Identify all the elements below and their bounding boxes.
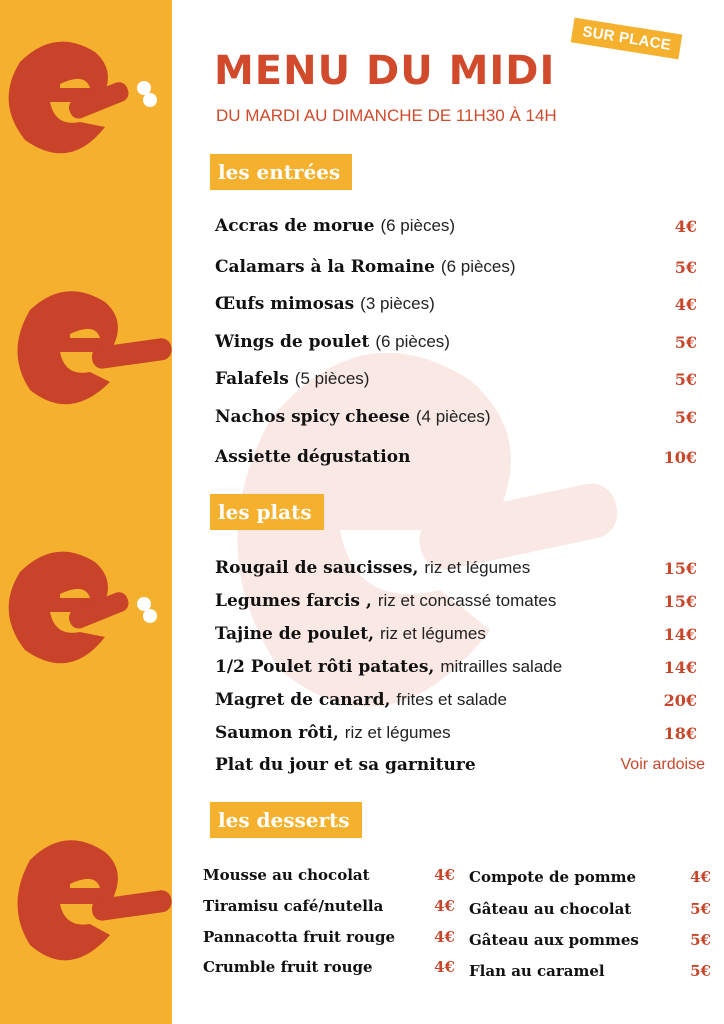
item-price: 20€ — [663, 690, 697, 710]
item-price: 14€ — [663, 657, 697, 677]
section-heading-entrees: les entrées — [210, 154, 352, 190]
menu-item — [215, 721, 697, 745]
menu-item — [215, 405, 697, 429]
dessert-item — [469, 898, 711, 920]
section-heading-desserts: les desserts — [210, 802, 362, 838]
item-detail: (5 pièces) — [294, 369, 370, 388]
dessert-item — [203, 864, 455, 886]
service-hours: DU MARDI AU DIMANCHE DE 11H30 À 14H — [216, 106, 557, 125]
item-detail: mitrailles salade — [440, 657, 563, 676]
item-price: 18€ — [663, 723, 697, 743]
item-name: Wings de poulet — [215, 332, 370, 352]
menu-item — [215, 556, 697, 580]
item-name: Plat du jour et sa garniture — [215, 755, 476, 775]
item-detail: riz et concassé tomates — [377, 591, 557, 610]
item-name: Rougail de saucisses, — [215, 558, 419, 578]
item-detail: (6 pièces) — [380, 216, 456, 235]
item-price: 5€ — [674, 407, 697, 427]
item-price: 4€ — [674, 216, 697, 236]
item-name: Magret de canard, — [215, 690, 391, 710]
item-detail: riz et légumes — [344, 723, 451, 742]
dessert-item — [469, 929, 711, 951]
dessert-name: Flan au caramel — [469, 962, 605, 980]
dessert-name: Tiramisu café/nutella — [203, 897, 384, 915]
menu-item — [215, 622, 697, 646]
dessert-item — [469, 866, 711, 888]
item-price: 5€ — [674, 369, 697, 389]
dessert-price: 4€ — [434, 928, 455, 946]
menu-item — [215, 214, 697, 238]
sidebar-band — [0, 0, 172, 1024]
menu-item — [215, 367, 697, 391]
dessert-price: 5€ — [690, 900, 711, 918]
logo-e-icon — [0, 272, 172, 422]
item-price: 15€ — [663, 591, 697, 611]
dessert-price: 4€ — [690, 868, 711, 886]
item-name: Accras de morue — [215, 216, 375, 236]
logo-e-icon — [0, 22, 165, 172]
item-price: 5€ — [674, 257, 697, 277]
item-detail: frites et salade — [396, 690, 507, 709]
item-price: 14€ — [663, 624, 697, 644]
section-heading-plats: les plats — [210, 494, 324, 530]
item-name: 1/2 Poulet rôti patates, — [215, 657, 435, 677]
item-name: Calamars à la Romaine — [215, 257, 435, 277]
dessert-item — [203, 956, 455, 978]
menu-item — [215, 255, 697, 279]
menu-item — [215, 589, 697, 613]
dessert-item — [469, 960, 711, 982]
item-name: Œufs mimosas — [215, 294, 355, 314]
item-detail: riz et légumes — [380, 624, 486, 643]
item-price: 4€ — [674, 294, 697, 314]
item-name: Saumon rôti, — [215, 723, 339, 743]
dessert-item — [203, 895, 455, 917]
item-detail: (3 pièces) — [360, 294, 435, 313]
dessert-price: 4€ — [434, 958, 455, 976]
menu-item — [215, 753, 705, 777]
dessert-name: Crumble fruit rouge — [203, 958, 373, 976]
item-detail: riz et légumes — [424, 558, 531, 577]
dessert-name: Gâteau aux pommes — [469, 931, 639, 949]
dessert-price: 4€ — [434, 866, 455, 884]
item-name: Nachos spicy cheese — [215, 407, 410, 427]
menu-item — [215, 292, 697, 316]
logo-e-icon — [0, 820, 172, 980]
sur-place-badge: SUR PLACE — [571, 18, 683, 60]
item-name: Legumes farcis , — [215, 591, 372, 611]
menu-item — [215, 330, 697, 354]
page-title: MENU DU MIDI — [214, 48, 556, 94]
item-detail: (6 pièces) — [440, 257, 516, 276]
dessert-name: Compote de pomme — [469, 868, 637, 886]
item-price: 5€ — [674, 332, 697, 352]
dessert-price: 5€ — [690, 931, 711, 949]
dessert-name: Pannacotta fruit rouge — [203, 928, 396, 946]
item-name: Assiette dégustation — [215, 447, 411, 467]
logo-e-icon — [0, 532, 165, 682]
dessert-name: Gâteau au chocolat — [469, 900, 632, 918]
item-name: Falafels — [215, 369, 289, 389]
dessert-name: Mousse au chocolat — [203, 866, 370, 884]
menu-item — [215, 655, 697, 679]
item-detail: (4 pièces) — [415, 407, 491, 426]
item-price: Voir ardoise — [620, 756, 705, 773]
item-name: Tajine de poulet, — [215, 624, 374, 644]
menu-item — [215, 688, 697, 712]
item-price: 10€ — [663, 447, 697, 467]
menu-item — [215, 445, 697, 469]
dessert-price: 4€ — [434, 897, 455, 915]
dessert-item — [203, 926, 455, 948]
dessert-price: 5€ — [690, 962, 711, 980]
item-detail: (6 pièces) — [375, 332, 450, 351]
item-price: 15€ — [663, 558, 697, 578]
